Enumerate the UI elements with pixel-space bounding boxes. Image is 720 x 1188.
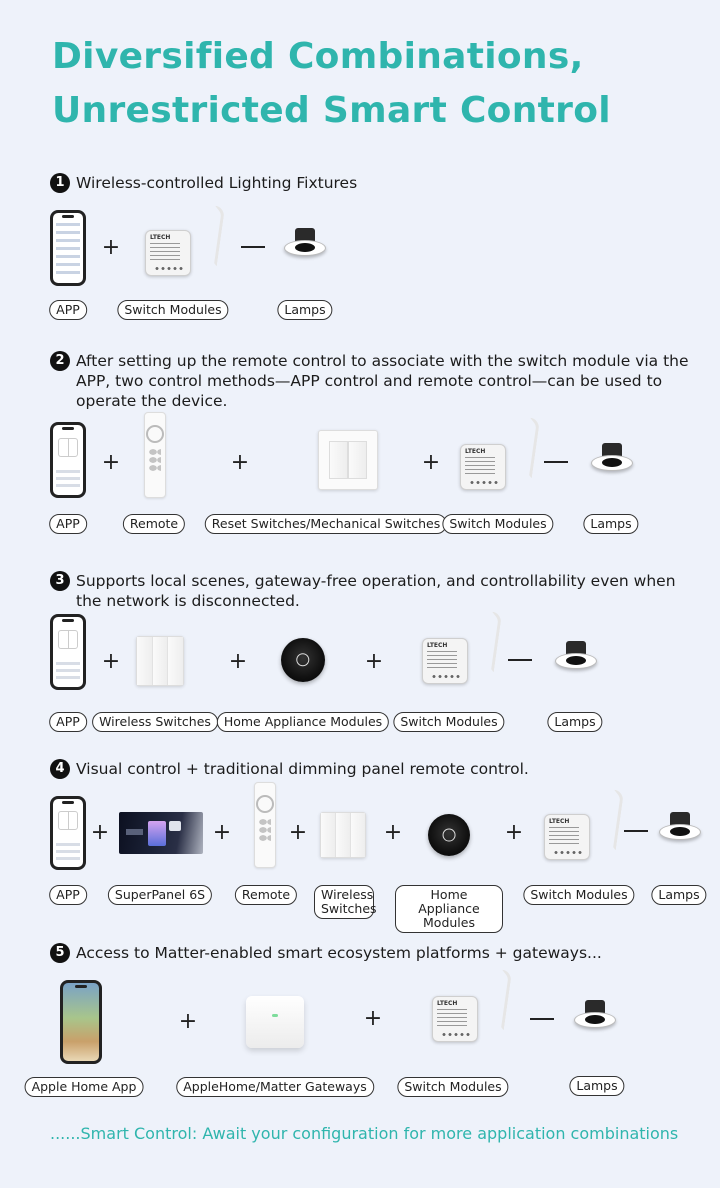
label-switch-modules: Switch Modules (117, 300, 228, 320)
connector-dash (508, 659, 532, 661)
connector-dash (530, 1018, 554, 1020)
phone-app-image (50, 210, 86, 286)
plus-sign: + (90, 820, 110, 845)
label-home-appliance-modules: Home Appliance Modules (217, 712, 389, 732)
title-line-2: Unrestricted Smart Control (52, 90, 611, 131)
plus-sign: + (101, 235, 121, 260)
section-5-number: 5 (50, 943, 70, 963)
lamp-image (587, 443, 637, 483)
plus-sign: + (101, 649, 121, 674)
section-3-number: 3 (50, 571, 70, 591)
section-4-number: 4 (50, 759, 70, 779)
phone-app-image (50, 796, 86, 870)
connector-dash (624, 830, 648, 832)
label-lamps: Lamps (651, 885, 706, 905)
plus-sign: + (363, 1006, 383, 1031)
plus-sign: + (178, 1009, 198, 1034)
switch-module-image: LTECH (422, 612, 498, 684)
section-1-number: 1 (50, 173, 70, 193)
section-5-heading (50, 943, 701, 963)
remote-image (144, 412, 166, 498)
plus-sign: + (101, 450, 121, 475)
phone-app-image (50, 614, 86, 690)
lamp-image (655, 812, 705, 852)
plus-sign: + (504, 820, 524, 845)
label-superpanel: SuperPanel 6S (108, 885, 212, 905)
label-lamps: Lamps (569, 1076, 624, 1096)
label-wireless-switches: Wireless Switches (92, 712, 218, 732)
lamp-image (551, 641, 601, 681)
lamp-image (280, 228, 330, 268)
label-apple-home-app: Apple Home App (25, 1077, 144, 1097)
remote-image (254, 782, 276, 868)
mechanical-switch-image (318, 430, 378, 490)
connector-dash (241, 246, 265, 248)
label-app: APP (49, 514, 87, 534)
label-reset-switches: Reset Switches/Mechanical Switches (205, 514, 447, 534)
label-lamps: Lamps (277, 300, 332, 320)
label-app: APP (49, 300, 87, 320)
label-lamps: Lamps (583, 514, 638, 534)
section-5-text: Access to Matter-enabled smart ecosystem platforms + gateways... (76, 944, 602, 962)
connector-dash (544, 461, 568, 463)
label-lamps: Lamps (547, 712, 602, 732)
label-home-appliance-modules: Home Appliance Modules (395, 885, 503, 933)
plus-sign: + (230, 450, 250, 475)
label-remote: Remote (123, 514, 185, 534)
plus-sign: + (364, 649, 384, 674)
title-line-1: Diversified Combinations, (52, 36, 584, 77)
label-remote: Remote (235, 885, 297, 905)
home-appliance-module-image (281, 638, 325, 682)
switch-module-image: LTECH (544, 790, 620, 860)
section-3-text: Supports local scenes, gateway-free operation, and controllability even when the network is disconnected. (76, 572, 676, 610)
section-2-heading (50, 351, 701, 411)
section-4-text: Visual control + traditional dimming panel remote control. (76, 760, 529, 778)
apple-home-phone-image (60, 980, 102, 1064)
plus-sign: + (228, 649, 248, 674)
wireless-switch-image (320, 812, 366, 858)
plus-sign: + (421, 450, 441, 475)
switch-module-image: LTECH (432, 970, 508, 1042)
section-2-text: After setting up the remote control to associate with the switch module via the APP, two control methods—APP control and remote control—can be used to operate the device. (76, 352, 689, 410)
plus-sign: + (212, 820, 232, 845)
label-switch-modules: Switch Modules (397, 1077, 508, 1097)
label-gateways: AppleHome/Matter Gateways (176, 1077, 374, 1097)
section-2-number: 2 (50, 351, 70, 371)
label-switch-modules: Switch Modules (442, 514, 553, 534)
switch-module-image: LTECH (460, 418, 536, 490)
page-title (52, 30, 611, 138)
label-switch-modules: Switch Modules (523, 885, 634, 905)
plus-sign: + (288, 820, 308, 845)
label-app: APP (49, 712, 87, 732)
home-appliance-module-image (428, 814, 470, 856)
switch-module-image: LTECH (145, 206, 221, 276)
section-1-text: Wireless-controlled Lighting Fixtures (76, 174, 358, 192)
plus-sign: + (383, 820, 403, 845)
footer-note: ......Smart Control: Await your configuration for more application combinations (50, 1124, 679, 1143)
superpanel-image (119, 812, 203, 854)
lamp-image (570, 1000, 620, 1040)
label-app: APP (49, 885, 87, 905)
label-wireless-switches: Wireless Switches (314, 885, 374, 919)
section-1-heading (50, 173, 701, 193)
wireless-switch-image (136, 636, 184, 686)
gateway-image (246, 996, 304, 1048)
label-switch-modules: Switch Modules (393, 712, 504, 732)
section-4-heading (50, 759, 701, 779)
section-3-heading (50, 571, 701, 611)
phone-app-image (50, 422, 86, 498)
